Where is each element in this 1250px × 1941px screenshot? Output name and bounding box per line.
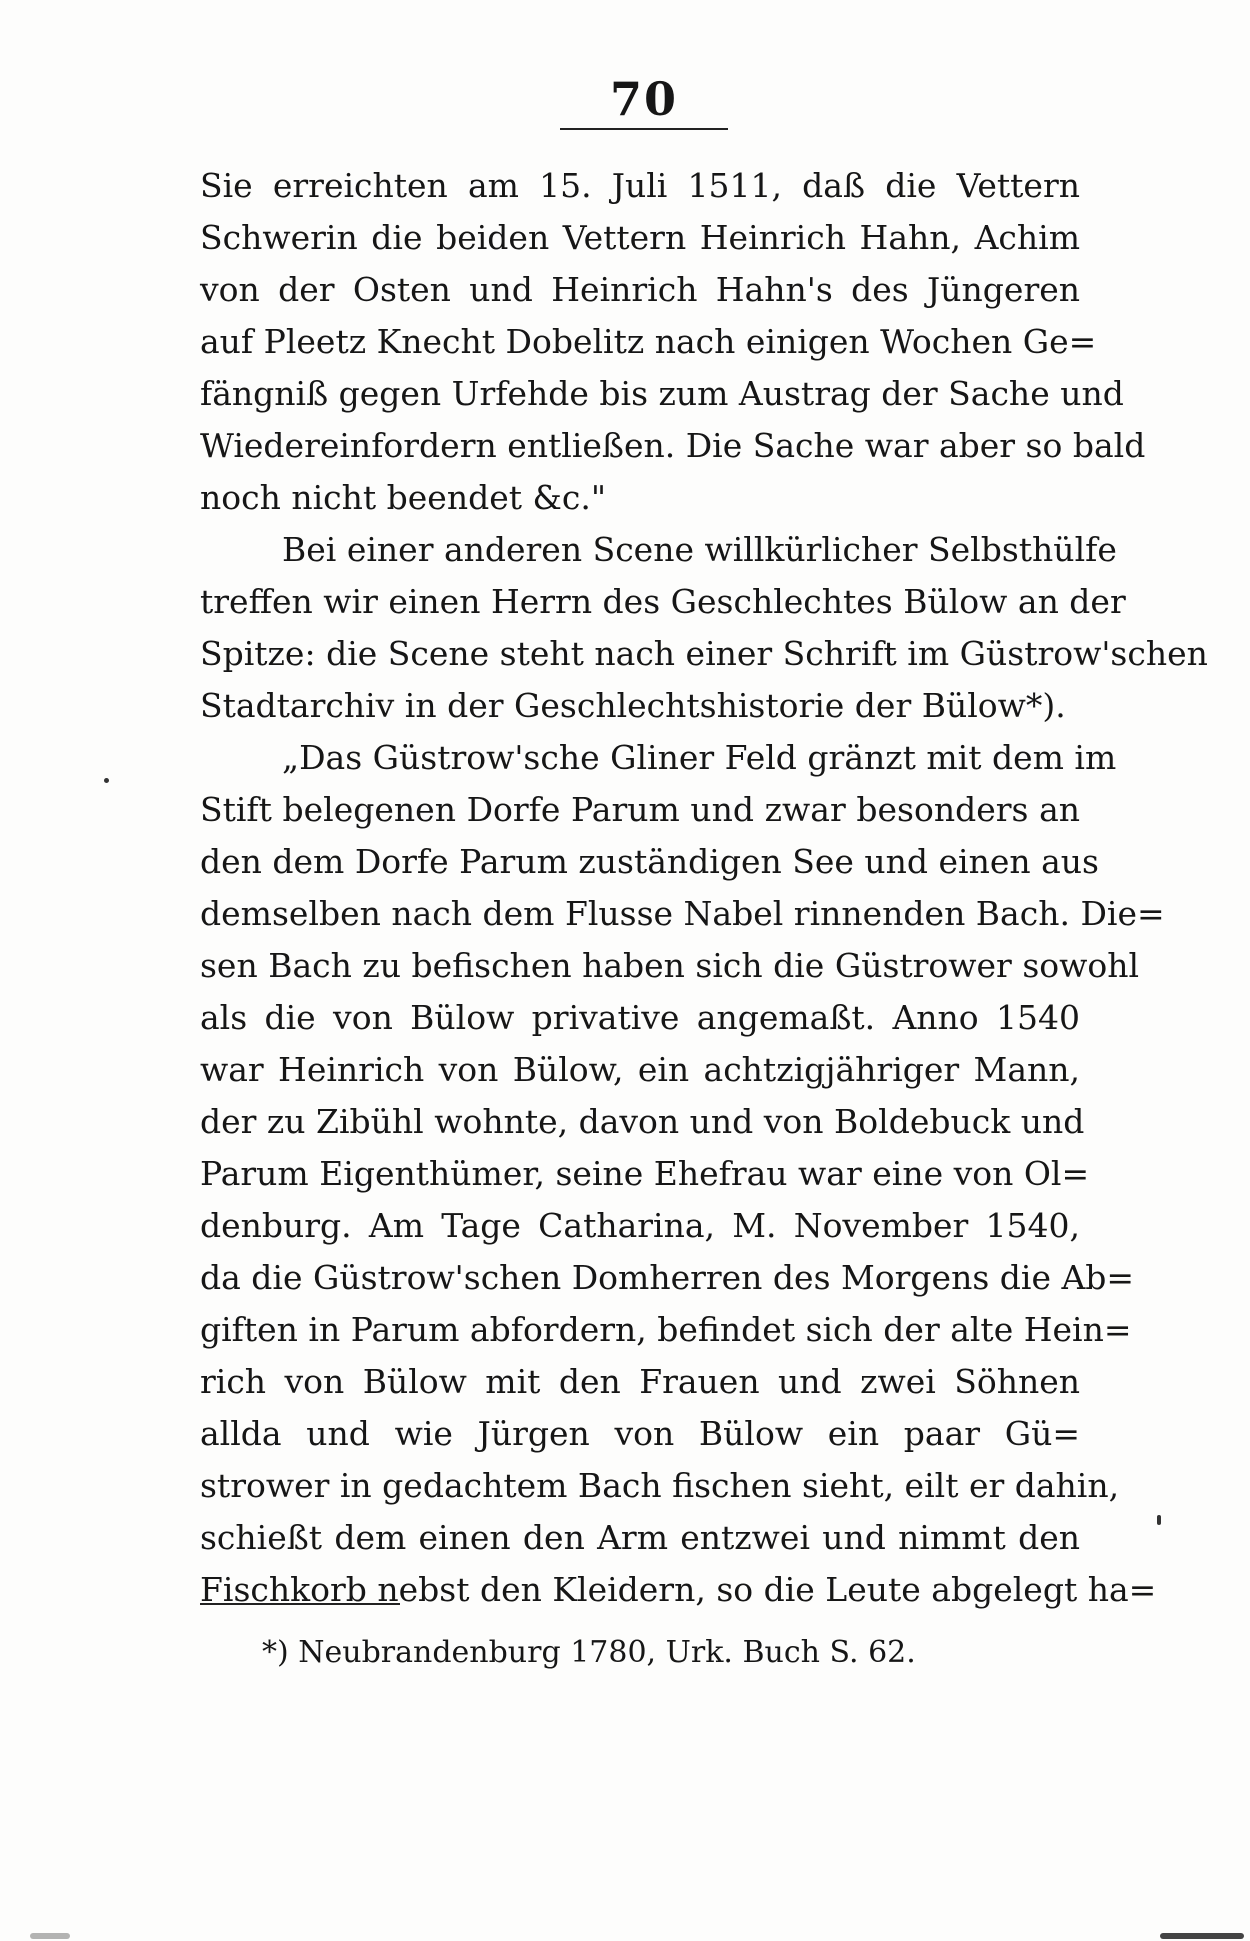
text-line: Parum Eigenthümer, seine Ehefrau war eine von Ol= [200,1154,1090,1193]
text-line: treffen wir einen Herrn des Geschlechtes Bülow an der [200,582,1126,621]
text-line: den dem Dorfe Parum zuständigen See und einen aus [200,842,1099,881]
scan-edge-smudge [30,1933,70,1939]
text-line: Spitze: die Scene steht nach einer Schrift im Güstrow'schen [200,634,1208,673]
text-line: Bei einer anderen Scene willkürlicher Selbsthülfe [282,530,1117,569]
scan-edge-smudge [1160,1933,1244,1939]
text-line: Stift belegenen Dorfe Parum und zwar besonders an [200,790,1080,829]
text-line: von der Osten und Heinrich Hahn's des Jüngeren [200,270,1080,309]
text-line: da die Güstrow'schen Domherren des Morgens die Ab= [200,1258,1135,1297]
text-line: rich von Bülow mit den Frauen und zwei Söhnen [200,1362,1080,1401]
text-line: Stadtarchiv in der Geschlechtshistorie der Bülow*). [200,686,1066,725]
scan-speck [104,778,109,783]
text-line: der zu Zibühl wohnte, davon und von Boldebuck und [200,1102,1085,1141]
text-line: fängniß gegen Urfehde bis zum Austrag der Sache und [200,374,1124,413]
text-line: war Heinrich von Bülow, ein achtzigjähriger Mann, [200,1050,1080,1089]
text-line: schießt dem einen den Arm entzwei und nimmt den [200,1518,1080,1557]
text-line: sen Bach zu befischen haben sich die Güstrower sowohl [200,946,1140,985]
text-line: auf Pleetz Knecht Dobelitz nach einigen Wochen Ge= [200,322,1097,361]
body-text [200,160,1208,1616]
text-line: Sie erreichten am 15. Juli 1511, daß die Vettern [200,166,1080,205]
text-line: strower in gedachtem Bach fischen sieht, eilt er dahin, [200,1466,1120,1505]
text-line: demselben nach dem Flusse Nabel rinnenden Bach. Die= [200,894,1165,933]
text-line: giften in Parum abfordern, befindet sich der alte Hein= [200,1310,1132,1349]
text-line: als die von Bülow privative angemaßt. Anno 1540 [200,998,1080,1037]
text-line: Fischkorb nebst den Kleidern, so die Leute abgelegt ha= [200,1570,1157,1609]
text-line: „Das Güstrow'sche Gliner Feld gränzt mit dem im [282,738,1117,777]
text-line: denburg. Am Tage Catharina, M. November 1540, [200,1206,1080,1245]
footnote: *) Neubrandenburg 1780, Urk. Buch S. 62. [262,1635,916,1670]
scan-speck [1157,1515,1161,1525]
text-line: noch nicht beendet &c." [200,478,607,517]
text-line: allda und wie Jürgen von Bülow ein paar Gü= [200,1414,1080,1453]
text-line: Schwerin die beiden Vettern Heinrich Hahn, Achim [200,218,1080,257]
text-line: Wiedereinfordern entließen. Die Sache war aber so bald [200,426,1146,465]
page-number-rule [560,128,728,130]
page-number: 70 [609,72,678,126]
footnote-rule [200,1603,400,1605]
